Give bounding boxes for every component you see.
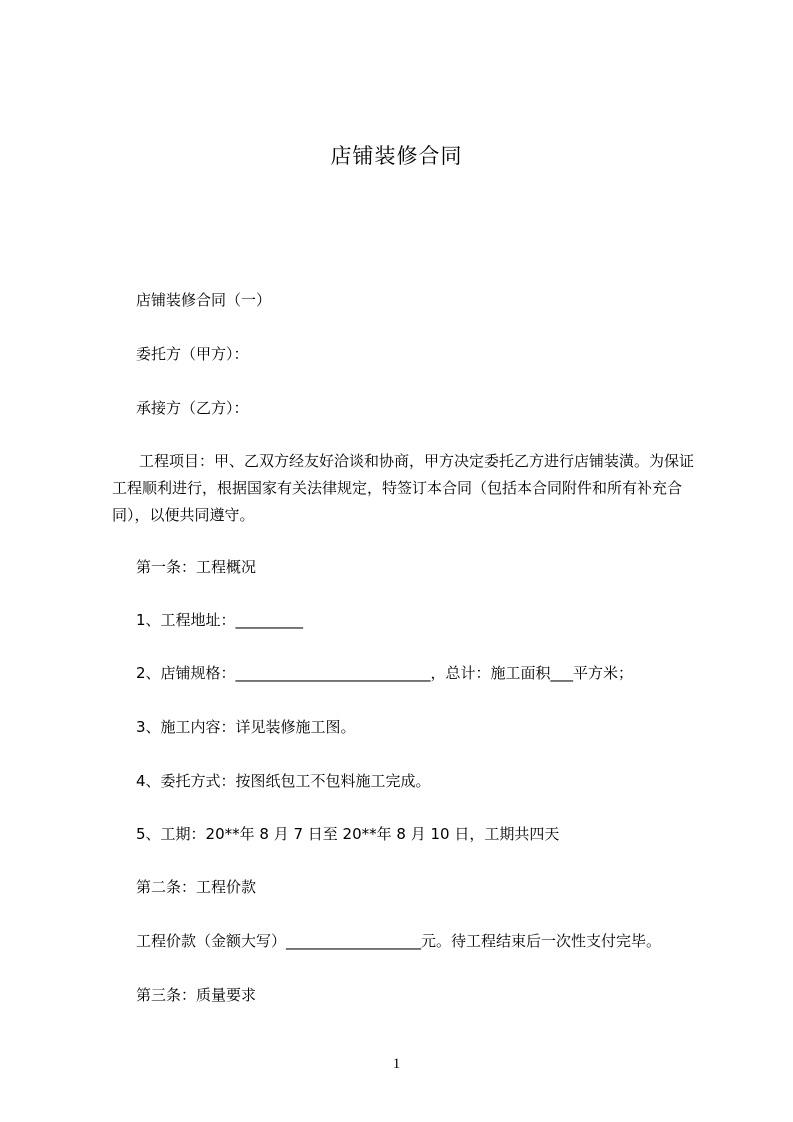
item-project-address: 1、工程地址：_________	[136, 611, 304, 629]
item-work-content: 3、施工内容：详见装修施工图。	[136, 718, 356, 736]
article-1-heading: 第一条：工程概况	[136, 558, 257, 576]
page-number: 1	[392, 1056, 401, 1072]
intro-paragraph: 工程项目：甲、乙双方经友好洽谈和协商，甲方决定委托乙方进行店铺装潢。为保证工程顺利进行，根据国家有关法律规定，特签订本合同（包括本合同附件和所有补充合同），以便共同遵守。	[112, 452, 695, 524]
item-store-size: 2、店铺规格：__________________________，总计：施工面积___平方米；	[136, 664, 634, 682]
contract-subtitle: 店铺装修合同（一）	[136, 291, 272, 309]
article-2-heading: 第二条：工程价款	[136, 878, 257, 896]
item-schedule: 5、工期：20**年 8 月 7 日至 20**年 8 月 10 日，工期共四天	[136, 825, 560, 843]
article-3-heading: 第三条：质量要求	[136, 986, 257, 1004]
party-a-label: 委托方（甲方）：	[136, 345, 249, 363]
price-clause: 工程价款（金额大写）__________________元。待工程结束后一次性支付完毕。	[136, 932, 662, 950]
item-commission-method: 4、委托方式：按图纸包工不包料施工完成。	[136, 772, 431, 790]
party-b-label: 承接方（乙方）：	[136, 399, 249, 417]
document-title: 店铺装修合同	[330, 144, 463, 168]
